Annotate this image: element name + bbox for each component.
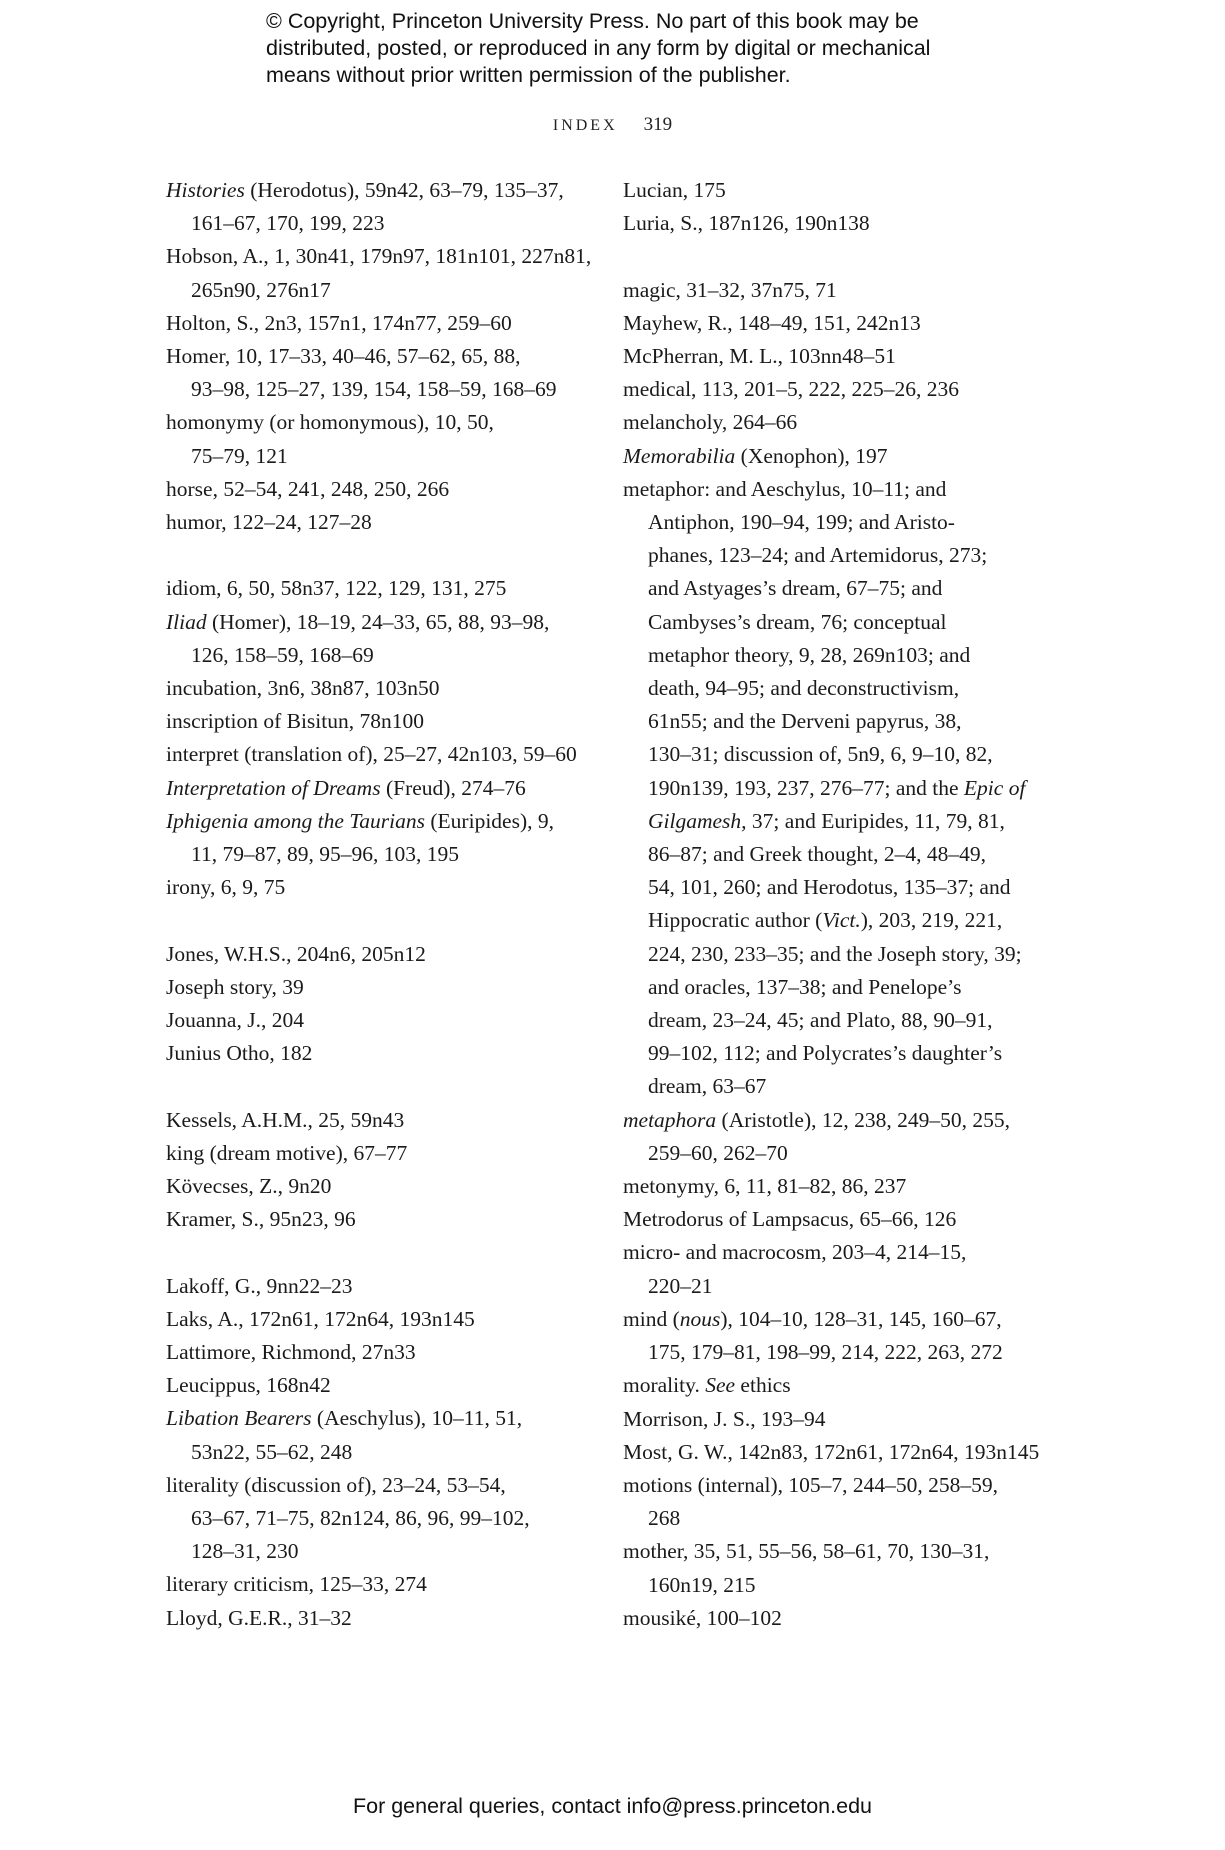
letter-group-gap bbox=[166, 904, 606, 937]
index-entry bbox=[166, 240, 606, 306]
index-entry-continuation: 75–79, 121 bbox=[191, 443, 288, 468]
italic-title: Memorabilia bbox=[623, 443, 736, 468]
index-entry bbox=[166, 1004, 606, 1037]
letter-group-gap bbox=[166, 1070, 606, 1103]
index-entry-line: interpret (translation of), 25–27, 42n103, 59–60 bbox=[166, 742, 577, 767]
letter-group-gap bbox=[166, 539, 606, 572]
index-entry-continuation: 63–67, 71–75, 82n124, 86, 96, 99–102, bbox=[191, 1506, 530, 1531]
index-entry-line: magic, 31–32, 37n75, 71 bbox=[623, 277, 837, 302]
index-entry-continuation: metaphor theory, 9, 28, 269n103; and bbox=[648, 642, 971, 667]
index-entry bbox=[623, 1170, 1063, 1203]
index-entry-continuation: 175, 179–81, 198–99, 214, 222, 263, 272 bbox=[648, 1340, 1003, 1365]
copyright-line: © Copyright, Princeton University Press. No part of this book may be bbox=[266, 9, 919, 33]
index-entry bbox=[166, 340, 606, 406]
index-entry-continuation: 220–21 bbox=[648, 1273, 713, 1298]
italic-title: Epic of bbox=[963, 775, 1026, 800]
footer-contact: For general queries, contact info@press.princeton.edu bbox=[352, 1794, 872, 1818]
index-entry-continuation: 268 bbox=[648, 1506, 681, 1531]
index-entry-line: mousiké, 100–102 bbox=[623, 1605, 782, 1630]
index-entry-continuation: dream, 23–24, 45; and Plato, 88, 90–91, bbox=[648, 1008, 993, 1033]
letter-group-gap bbox=[623, 240, 1063, 273]
index-entry-line: metonymy, 6, 11, 81–82, 86, 237 bbox=[623, 1174, 907, 1199]
index-entry-continuation: 265n90, 276n17 bbox=[191, 277, 331, 302]
index-entry-continuation: 161–67, 170, 199, 223 bbox=[191, 211, 385, 236]
index-entry bbox=[623, 1403, 1063, 1436]
index-entry-line: Interpretation of Dreams (Freud), 274–76 bbox=[166, 775, 526, 800]
index-entry-line: Hobson, A., 1, 30n41, 179n97, 181n101, 227n81, bbox=[166, 244, 592, 269]
index-entry-line: literality (discussion of), 23–24, 53–54, bbox=[166, 1472, 506, 1497]
index-entry-line: Joseph story, 39 bbox=[166, 974, 304, 999]
index-entry bbox=[623, 307, 1063, 340]
index-entry-line: motions (internal), 105–7, 244–50, 258–59, bbox=[623, 1472, 999, 1497]
index-entry-line: Jones, W.H.S., 204n6, 205n12 bbox=[166, 941, 426, 966]
index-entry-line: melancholy, 264–66 bbox=[623, 410, 798, 435]
index-entry-line: literary criticism, 125–33, 274 bbox=[166, 1572, 427, 1597]
index-entry bbox=[623, 406, 1063, 439]
index-entry-line: mother, 35, 51, 55–56, 58–61, 70, 130–31, bbox=[623, 1539, 990, 1564]
index-entry bbox=[166, 705, 606, 738]
index-entry bbox=[166, 772, 606, 805]
index-entry-line: Lattimore, Richmond, 27n33 bbox=[166, 1340, 416, 1365]
index-entry bbox=[623, 1203, 1063, 1236]
index-entry-continuation: 61n55; and the Derveni papyrus, 38, bbox=[648, 709, 962, 734]
index-entry-line: medical, 113, 201–5, 222, 225–26, 236 bbox=[623, 377, 960, 402]
index-entry-line: metaphor: and Aeschylus, 10–11; and bbox=[623, 476, 947, 501]
italic-title: Iliad bbox=[166, 609, 207, 634]
index-entry bbox=[166, 1037, 606, 1070]
index-entry bbox=[166, 174, 606, 240]
index-entry bbox=[623, 1303, 1063, 1369]
index-entry-line: humor, 122–24, 127–28 bbox=[166, 510, 372, 535]
index-entry bbox=[166, 406, 606, 472]
index-entry-line: Iliad (Homer), 18–19, 24–33, 65, 88, 93–98, bbox=[166, 609, 550, 634]
index-entry bbox=[166, 307, 606, 340]
index-entry-continuation: 11, 79–87, 89, 95–96, 103, 195 bbox=[191, 842, 459, 867]
italic-title: Histories bbox=[166, 178, 245, 202]
index-entry-continuation: Hippocratic author (Vict.), 203, 219, 221, bbox=[648, 908, 1003, 933]
copyright-line: distributed, posted, or reproduced in any form by digital or mechanical bbox=[266, 36, 931, 60]
index-entry bbox=[166, 1137, 606, 1170]
index-entry bbox=[166, 1104, 606, 1137]
index-entry bbox=[166, 1203, 606, 1236]
italic-title: metaphora bbox=[623, 1107, 717, 1132]
index-entry-line: homonymy (or homonymous), 10, 50, bbox=[166, 410, 494, 435]
index-entry-continuation: 126, 158–59, 168–69 bbox=[191, 642, 374, 667]
index-entry-line: Kövecses, Z., 9n20 bbox=[166, 1174, 332, 1199]
index-entry-line: Iphigenia among the Taurians (Euripides), 9, bbox=[166, 808, 554, 833]
index-entry-continuation: Antiphon, 190–94, 199; and Aristo- bbox=[648, 510, 955, 535]
index-entry-continuation: death, 94–95; and deconstructivism, bbox=[648, 676, 960, 701]
index-entry-line: Leucippus, 168n42 bbox=[166, 1373, 331, 1398]
index-entry-line: Memorabilia (Xenophon), 197 bbox=[623, 443, 888, 468]
index-entry bbox=[623, 1236, 1063, 1302]
index-entry-line: idiom, 6, 50, 58n37, 122, 129, 131, 275 bbox=[166, 576, 507, 601]
index-entry-line: Kramer, S., 95n23, 96 bbox=[166, 1207, 356, 1232]
italic-title: Vict. bbox=[822, 908, 861, 933]
index-entry-line: Mayhew, R., 148–49, 151, 242n13 bbox=[623, 310, 921, 335]
index-entry-line: Lakoff, G., 9nn22–23 bbox=[166, 1273, 353, 1298]
index-entry-line: micro- and macrocosm, 203–4, 214–15, bbox=[623, 1240, 967, 1265]
italic-title: Interpretation of Dreams bbox=[166, 775, 381, 800]
index-entry bbox=[166, 971, 606, 1004]
index-entry bbox=[166, 1402, 606, 1468]
index-entry-continuation: 93–98, 125–27, 139, 154, 158–59, 168–69 bbox=[191, 377, 557, 402]
italic-title: Iphigenia among the Taurians bbox=[166, 808, 426, 833]
index-entry-line: McPherran, M. L., 103nn48–51 bbox=[623, 344, 896, 368]
index-entry-continuation: 259–60, 262–70 bbox=[648, 1140, 788, 1165]
index-entry-continuation: 190n139, 193, 237, 276–77; and the Epic of bbox=[648, 775, 1026, 800]
italic-title: Gilgamesh, bbox=[648, 808, 747, 833]
index-entry bbox=[166, 572, 606, 605]
index-entry-continuation: 130–31; discussion of, 5n9, 6, 9–10, 82, bbox=[648, 742, 993, 767]
index-entry bbox=[623, 207, 1063, 240]
index-entry-line: Lucian, 175 bbox=[623, 178, 726, 202]
index-entry-continuation: 99–102, 112; and Polycrates’s daughter’s bbox=[648, 1041, 1003, 1066]
index-entry-line: king (dream motive), 67–77 bbox=[166, 1140, 408, 1165]
index-entry bbox=[623, 1104, 1063, 1170]
index-entry-line: Homer, 10, 17–33, 40–46, 57–62, 65, 88, bbox=[166, 344, 521, 369]
index-entry-line: Junius Otho, 182 bbox=[166, 1041, 313, 1066]
index-entry bbox=[623, 1436, 1063, 1469]
running-head bbox=[0, 114, 1225, 136]
index-entry-line: Holton, S., 2n3, 157n1, 174n77, 259–60 bbox=[166, 310, 512, 335]
index-entry bbox=[166, 473, 606, 506]
index-entry-line: irony, 6, 9, 75 bbox=[166, 875, 286, 900]
index-entry-continuation: 53n22, 55–62, 248 bbox=[191, 1439, 353, 1464]
index-entry-continuation: Gilgamesh, 37; and Euripides, 11, 79, 81, bbox=[648, 808, 1005, 833]
italic-title: See bbox=[705, 1373, 736, 1398]
index-entry-line: Laks, A., 172n61, 172n64, 193n145 bbox=[166, 1306, 475, 1331]
index-entry-line: incubation, 3n6, 38n87, 103n50 bbox=[166, 676, 440, 701]
index-entry-line: horse, 52–54, 241, 248, 250, 266 bbox=[166, 476, 450, 501]
index-entry bbox=[166, 672, 606, 705]
index-entry-line: inscription of Bisitun, 78n100 bbox=[166, 709, 424, 734]
index-entry-continuation: phanes, 123–24; and Artemidorus, 273; bbox=[648, 543, 988, 568]
index-entry-continuation: 224, 230, 233–35; and the Joseph story, 39; bbox=[648, 941, 1022, 966]
index-entry bbox=[166, 1270, 606, 1303]
italic-title: nous bbox=[679, 1306, 721, 1331]
index-entry bbox=[623, 1535, 1063, 1601]
index-entry bbox=[166, 805, 606, 871]
index-entry-line: mind (nous), 104–10, 128–31, 145, 160–67, bbox=[623, 1306, 1002, 1331]
index-entry-line: Jouanna, J., 204 bbox=[166, 1008, 304, 1033]
index-entry bbox=[166, 1303, 606, 1336]
italic-title: Libation Bearers bbox=[166, 1406, 312, 1431]
index-entry bbox=[166, 738, 606, 771]
letter-group-gap bbox=[166, 1236, 606, 1269]
index-entry bbox=[166, 1369, 606, 1402]
index-entry-line: morality. See ethics bbox=[623, 1373, 791, 1398]
running-head-label: INDEX bbox=[552, 117, 618, 134]
index-entry-line: Metrodorus of Lampsacus, 65–66, 126 bbox=[623, 1207, 957, 1232]
copyright-notice bbox=[266, 8, 1026, 89]
index-entry bbox=[623, 473, 1063, 1104]
index-entry bbox=[166, 1602, 606, 1635]
index-entry bbox=[623, 373, 1063, 406]
index-entry bbox=[623, 1369, 1063, 1402]
index-entry-line: Libation Bearers (Aeschylus), 10–11, 51, bbox=[166, 1406, 523, 1431]
index-entry-continuation: 86–87; and Greek thought, 2–4, 48–49, bbox=[648, 842, 986, 867]
index-entry bbox=[166, 1170, 606, 1203]
index-entry-continuation: and oracles, 137–38; and Penelope’s bbox=[648, 974, 962, 999]
index-entry-line: Kessels, A.H.M., 25, 59n43 bbox=[166, 1107, 405, 1132]
index-entry bbox=[623, 1469, 1063, 1535]
index-entry bbox=[166, 606, 606, 672]
index-entry-continuation: 54, 101, 260; and Herodotus, 135–37; and bbox=[648, 875, 1011, 900]
index-entry-continuation: dream, 63–67 bbox=[648, 1074, 767, 1099]
index-entry bbox=[623, 1602, 1063, 1635]
index-entry-line: Morrison, J. S., 193–94 bbox=[623, 1406, 826, 1431]
index-entry bbox=[623, 440, 1063, 473]
index-entry-line: Lloyd, G.E.R., 31–32 bbox=[166, 1605, 352, 1630]
copyright-line: means without prior written permission of the publisher. bbox=[266, 63, 791, 87]
index-entry-line: Most, G. W., 142n83, 172n61, 172n64, 193n145 bbox=[623, 1439, 1040, 1464]
index-column-right bbox=[623, 174, 1063, 1635]
index-entry-line: metaphora (Aristotle), 12, 238, 249–50, 255, bbox=[623, 1107, 1010, 1132]
page-number: 319 bbox=[643, 114, 673, 135]
index-entry-continuation: and Astyages’s dream, 67–75; and bbox=[648, 576, 943, 601]
index-entry bbox=[166, 871, 606, 904]
index-entry-continuation: Cambyses’s dream, 76; conceptual bbox=[648, 609, 947, 634]
index-entry bbox=[166, 1469, 606, 1569]
index-entry bbox=[623, 174, 1063, 207]
index-entry bbox=[166, 938, 606, 971]
index-entry bbox=[166, 506, 606, 539]
index-entry-continuation: 128–31, 230 bbox=[191, 1539, 299, 1564]
index-entry-continuation: 160n19, 215 bbox=[648, 1572, 756, 1597]
index-entry bbox=[623, 274, 1063, 307]
index-entry-line: Histories (Herodotus), 59n42, 63–79, 135–37, bbox=[166, 178, 564, 202]
index-entry-line: Luria, S., 187n126, 190n138 bbox=[623, 211, 870, 236]
index-entry bbox=[623, 340, 1063, 373]
index-entry bbox=[166, 1568, 606, 1601]
index-entry bbox=[166, 1336, 606, 1369]
index-column-left bbox=[166, 174, 606, 1635]
